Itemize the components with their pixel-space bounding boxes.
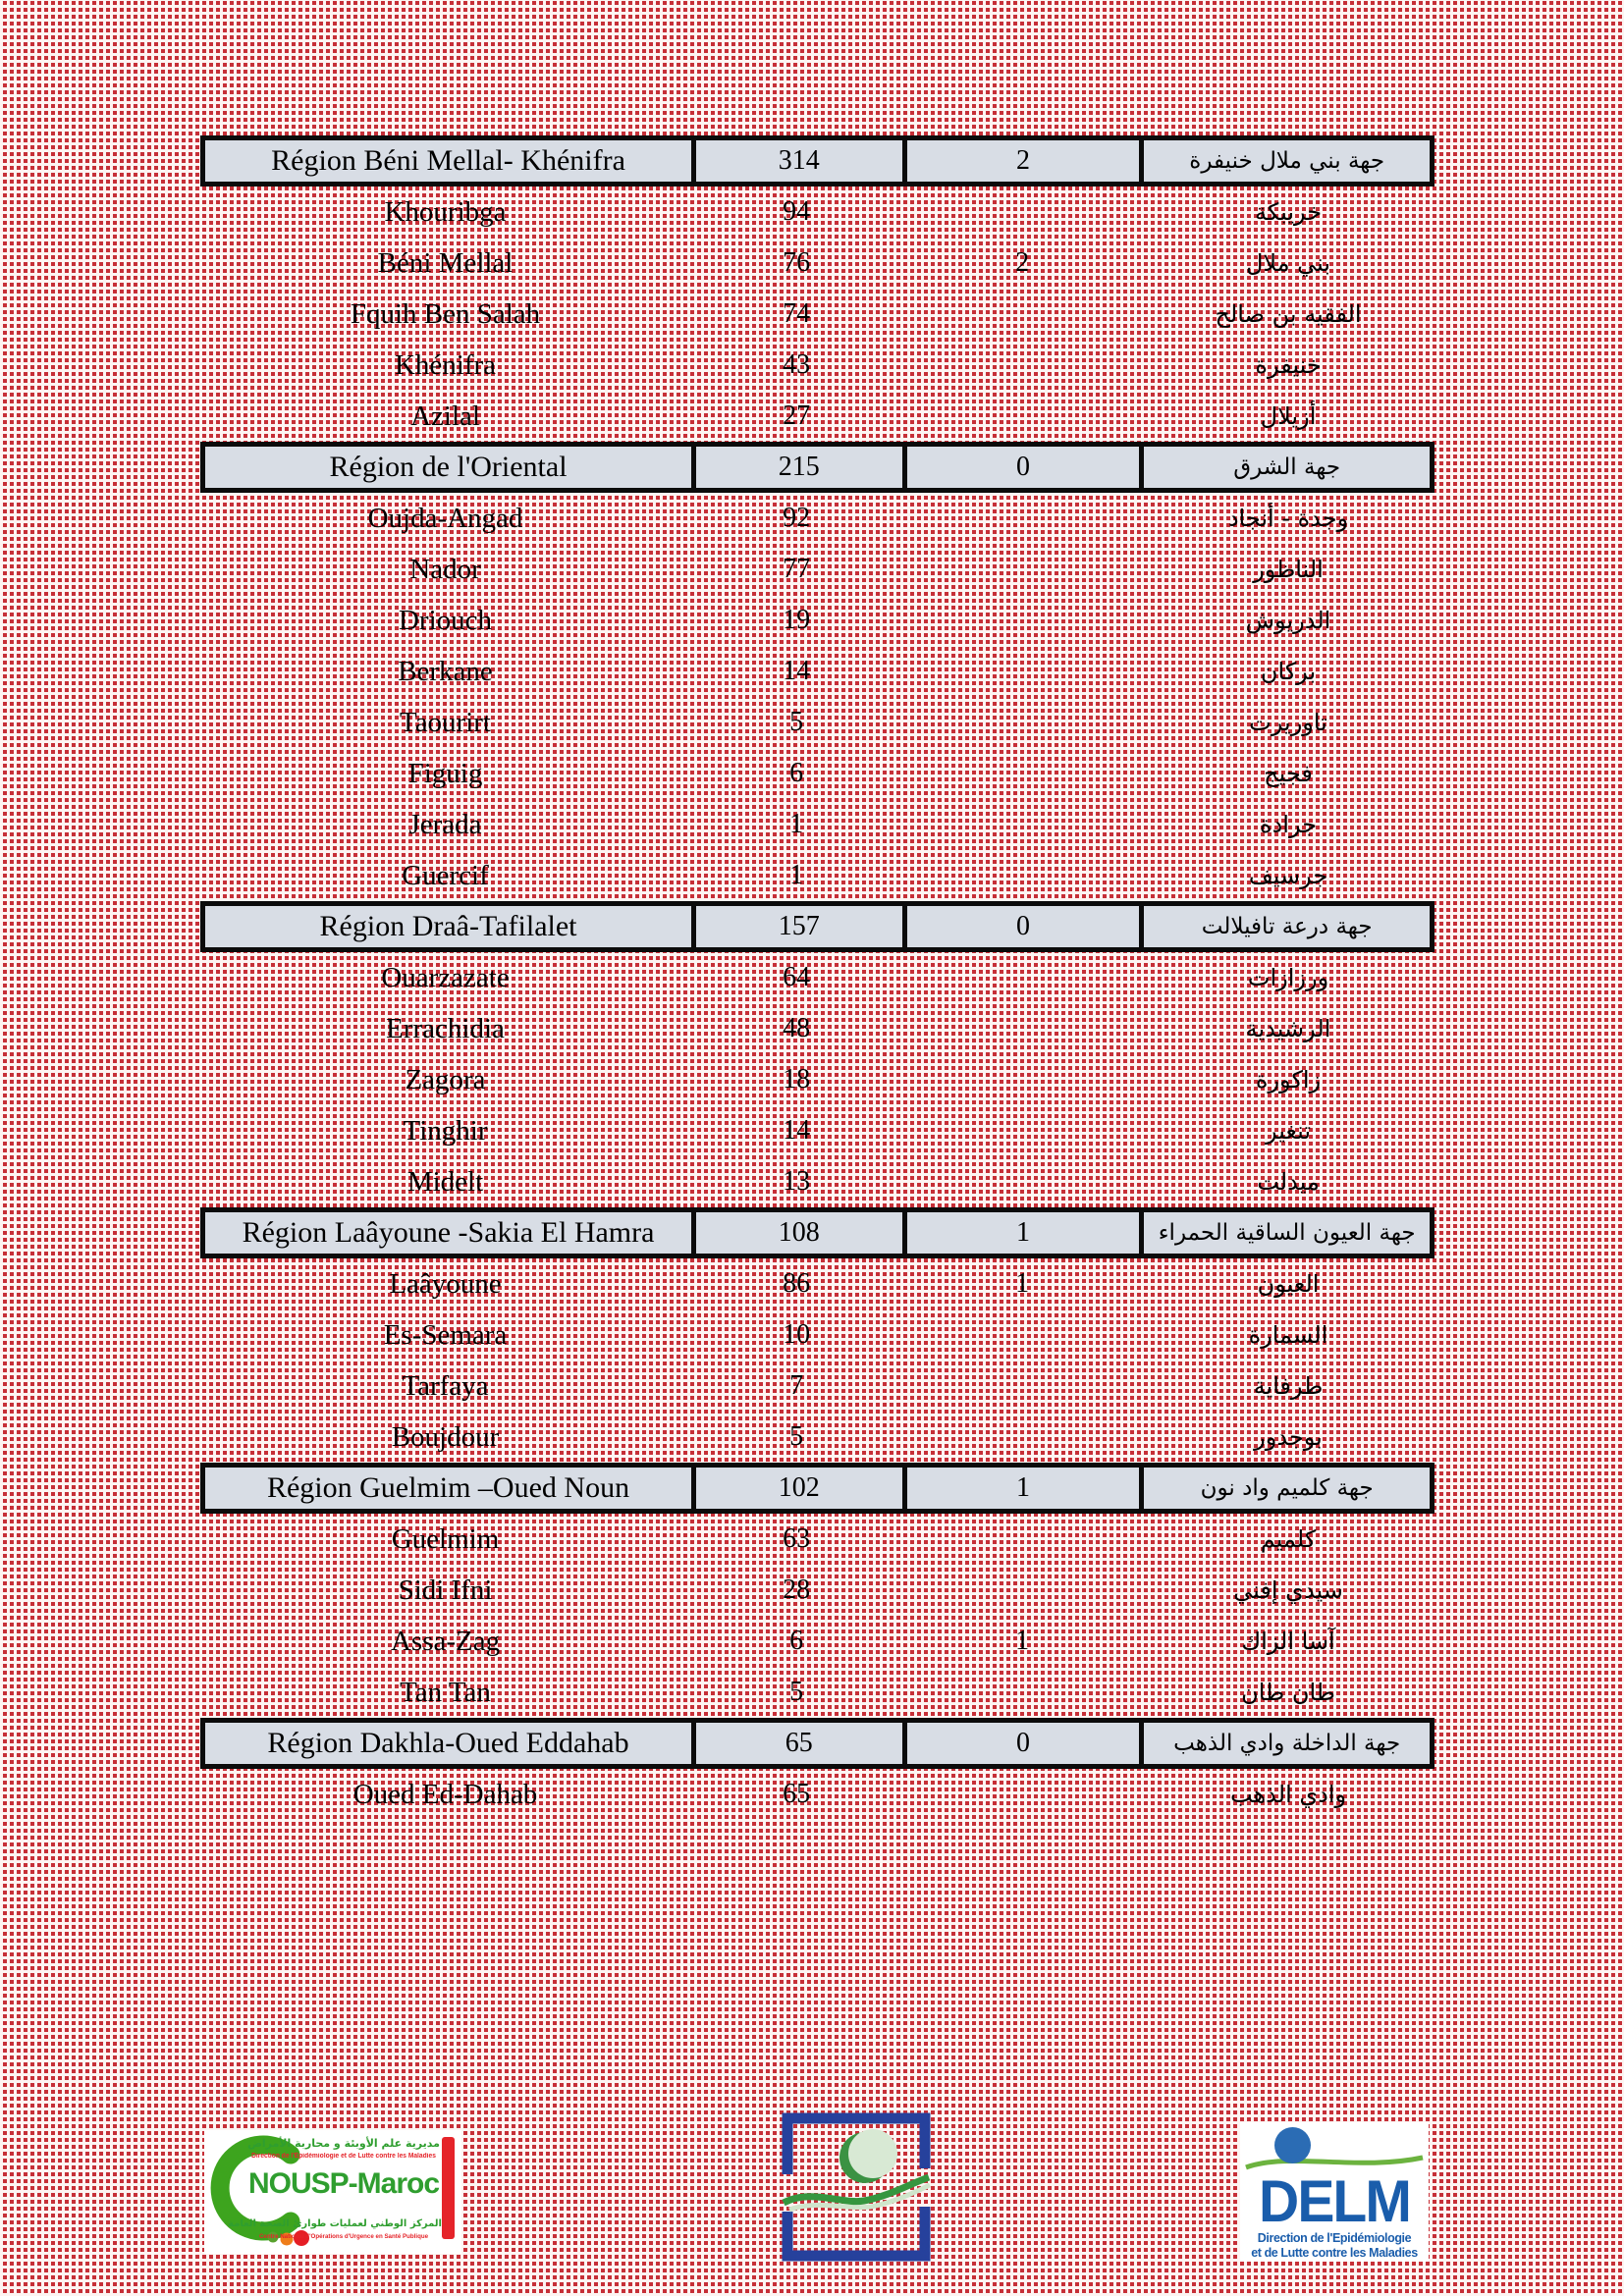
region-header-row (200, 1207, 1435, 1258)
city-cases-cell: 5 (789, 1677, 804, 1707)
city-row (200, 952, 1435, 1003)
city-deaths-cell (902, 1769, 1142, 1820)
region-header-row (200, 1718, 1435, 1769)
city-row (200, 1003, 1435, 1054)
city-row (200, 1054, 1435, 1105)
city-row (200, 1309, 1435, 1361)
region-cases-cell: 108 (691, 1212, 901, 1254)
city-name-fr-cell: Figuig (407, 757, 483, 789)
city-name-ar-cell: ميدلت (1257, 1168, 1320, 1196)
nousp-text-block (228, 2130, 442, 2254)
city-name-ar-cell: الفقيه بن صالح (1215, 300, 1362, 328)
region-deaths-cell: 1 (902, 1468, 1140, 1509)
city-name-fr-cell: Tarfaya (402, 1369, 489, 1402)
city-deaths-cell (902, 493, 1142, 544)
city-row (200, 1156, 1435, 1207)
city-cases-cell: 92 (783, 503, 811, 533)
region-header-row (200, 901, 1435, 952)
city-row (200, 646, 1435, 697)
crescent-sun-icon (839, 2129, 897, 2183)
city-deaths-cell (902, 1156, 1142, 1207)
city-name-fr-cell: Tan Tan (400, 1676, 491, 1708)
delm-subtitle-line2: et de Lutte contre les Maladies (1251, 2246, 1418, 2260)
region-name-fr-cell: Région Béni Mellal- Khénifra (271, 144, 625, 177)
city-deaths-cell (902, 1105, 1142, 1156)
nousp-arabic-subtitle: المركز الوطني لعمليات طوارئ الصحة العامة (228, 2218, 442, 2229)
city-row (200, 1565, 1435, 1616)
city-name-ar-cell: طرفاية (1253, 1372, 1324, 1400)
region-name-fr-cell: Région de l'Oriental (329, 451, 568, 483)
city-row (200, 493, 1435, 544)
covid-table (200, 135, 1435, 1820)
region-name-fr-cell: Région Laâyoune -Sakia El Hamra (242, 1216, 655, 1249)
city-name-ar-cell: جرسيف (1248, 862, 1328, 889)
city-name-ar-cell: الرشيدية (1245, 1015, 1331, 1042)
city-name-ar-cell: خنيفرة (1255, 351, 1322, 379)
region-deaths-cell: 0 (902, 1723, 1140, 1764)
city-row (200, 1667, 1435, 1718)
city-cases-cell: 1 (789, 809, 804, 839)
delm-wordmark: DELM (1259, 2168, 1410, 2234)
city-cases-cell: 13 (783, 1166, 811, 1197)
nousp-wordmark: NOUSP-Maroc (247, 2167, 440, 2200)
city-cases-cell: 94 (783, 196, 811, 227)
city-cases-cell: 43 (783, 349, 811, 380)
city-cases-cell: 86 (783, 1268, 811, 1299)
city-cases-cell: 5 (789, 707, 804, 737)
city-cases-cell: 6 (789, 1626, 804, 1656)
city-row (200, 799, 1435, 850)
region-header-row (200, 1463, 1435, 1514)
city-deaths-cell (902, 646, 1142, 697)
city-row (200, 340, 1435, 391)
city-row (200, 748, 1435, 799)
city-deaths-cell (902, 340, 1142, 391)
nousp-french-title: Direction de l'Epidémiologie et de Lutte contre les Maladies (251, 2153, 436, 2160)
city-row (200, 1616, 1435, 1667)
city-row (200, 1514, 1435, 1565)
city-cases-cell: 74 (783, 298, 811, 329)
city-deaths-cell (902, 1003, 1142, 1054)
city-name-fr-cell: Oujda-Angad (367, 502, 523, 534)
city-cases-cell: 1 (789, 860, 804, 890)
region-cases-cell: 102 (691, 1468, 901, 1509)
city-name-fr-cell: Khénifra (394, 348, 497, 381)
city-row (200, 238, 1435, 289)
city-name-ar-cell: وادي الذهب (1229, 1781, 1347, 1808)
city-name-fr-cell: Laâyoune (389, 1267, 502, 1300)
city-cases-cell: 27 (783, 400, 811, 431)
city-cases-cell: 5 (789, 1421, 804, 1452)
city-name-ar-cell: وجدة - أنجاد (1227, 505, 1349, 532)
city-name-fr-cell: Nador (409, 553, 481, 585)
city-name-ar-cell: بوجدور (1254, 1423, 1323, 1451)
city-cases-cell: 28 (783, 1575, 811, 1605)
city-row (200, 1258, 1435, 1309)
city-name-fr-cell: Berkane (398, 655, 493, 687)
city-name-fr-cell: Guercif (402, 859, 489, 891)
city-deaths-cell (902, 799, 1142, 850)
region-name-ar-cell: جهة العيون الساقية الحمراء (1139, 1212, 1430, 1254)
city-name-ar-cell: خريبكة (1254, 198, 1323, 226)
region-deaths-cell: 2 (902, 140, 1140, 182)
city-cases-cell: 65 (783, 1779, 811, 1809)
city-cases-cell: 48 (783, 1013, 811, 1043)
region-cases-cell: 65 (691, 1723, 901, 1764)
city-name-fr-cell: Azilal (410, 400, 480, 432)
city-cases-cell: 10 (783, 1319, 811, 1350)
city-name-ar-cell: الدريوش (1245, 607, 1331, 634)
region-deaths-cell: 0 (902, 447, 1140, 488)
region-header-row (200, 442, 1435, 493)
region-name-ar-cell: جهة كلميم واد نون (1139, 1468, 1430, 1509)
region-name-ar-cell: جهة درعة تافيلالت (1139, 906, 1430, 947)
city-row (200, 391, 1435, 442)
region-cases-cell: 215 (691, 447, 901, 488)
nousp-french-subtitle: Centre National d'Opérations d'Urgence en Santé Publique (258, 2233, 429, 2240)
city-name-ar-cell: تاوريرت (1249, 709, 1327, 736)
city-deaths-cell (902, 1412, 1142, 1463)
city-row (200, 1412, 1435, 1463)
city-row (200, 595, 1435, 646)
city-deaths-cell (902, 544, 1142, 595)
nousp-red-bar (442, 2137, 455, 2239)
nousp-arabic-title: مديرية علم الأوبئة و محاربة الأمراض (247, 2137, 440, 2150)
city-name-ar-cell: كلميم (1260, 1525, 1317, 1553)
region-name-fr-cell: Région Draâ-Tafilalet (319, 910, 577, 942)
city-row (200, 1361, 1435, 1412)
city-name-fr-cell: Fquih Ben Salah (350, 297, 541, 330)
city-deaths-cell (902, 1667, 1142, 1718)
city-row (200, 544, 1435, 595)
city-cases-cell: 6 (789, 758, 804, 788)
city-name-ar-cell: بركان (1260, 658, 1317, 685)
city-deaths-cell (902, 850, 1142, 901)
city-cases-cell: 18 (783, 1064, 811, 1095)
city-name-fr-cell: Sidi Ifni (398, 1574, 493, 1606)
city-cases-cell: 7 (789, 1370, 804, 1401)
region-name-fr-cell: Région Guelmim –Oued Noun (266, 1471, 630, 1504)
green-wave-icon (784, 2177, 930, 2210)
city-name-fr-cell: Midelt (406, 1165, 484, 1198)
city-name-fr-cell: Oued Ed-Dahab (352, 1778, 538, 1810)
city-name-ar-cell: السمارة (1248, 1321, 1328, 1349)
city-deaths-cell (902, 289, 1142, 340)
city-row (200, 1105, 1435, 1156)
city-deaths-cell (902, 391, 1142, 442)
city-name-fr-cell: Errachidia (386, 1012, 505, 1044)
delm-circle-icon (1274, 2127, 1311, 2163)
region-name-ar-cell: جهة الشرق (1139, 447, 1430, 488)
region-name-fr-cell: Région Dakhla-Oued Eddahab (267, 1727, 629, 1759)
city-name-ar-cell: تنغير (1266, 1117, 1312, 1145)
city-deaths-cell: 2 (1015, 247, 1030, 278)
city-name-fr-cell: Driouch (398, 604, 493, 636)
city-name-fr-cell: Khouribga (384, 195, 507, 228)
city-name-ar-cell: زاكورة (1255, 1066, 1322, 1094)
region-name-ar-cell: جهة بني ملال خنيفرة (1139, 140, 1430, 182)
region-deaths-cell: 1 (902, 1212, 1140, 1254)
city-deaths-cell (902, 952, 1142, 1003)
city-cases-cell: 76 (783, 247, 811, 278)
region-header-row (200, 135, 1435, 187)
city-cases-cell: 14 (783, 656, 811, 686)
city-name-fr-cell: Béni Mellal (377, 246, 514, 279)
city-deaths-cell (902, 748, 1142, 799)
city-name-fr-cell: Assa-Zag (390, 1625, 501, 1657)
city-row (200, 850, 1435, 901)
region-deaths-cell: 0 (902, 906, 1140, 947)
city-name-ar-cell: سيدي إفني (1233, 1576, 1343, 1604)
city-cases-cell: 63 (783, 1523, 811, 1554)
city-name-fr-cell: Es-Semara (383, 1318, 508, 1351)
city-name-ar-cell: فجيج (1264, 760, 1313, 787)
region-cases-cell: 157 (691, 906, 901, 947)
delm-subtitle-line1: Direction de l'Epidémiologie (1257, 2231, 1412, 2245)
city-name-fr-cell: Ouarzazate (381, 961, 510, 993)
city-row (200, 1769, 1435, 1820)
city-name-ar-cell: الناظور (1253, 556, 1324, 583)
city-name-ar-cell: ورزازات (1247, 964, 1329, 991)
city-cases-cell: 64 (783, 962, 811, 992)
city-deaths-cell (902, 1565, 1142, 1616)
region-name-ar-cell: جهة الداخلة وادي الذهب (1139, 1723, 1430, 1764)
city-deaths-cell (902, 1054, 1142, 1105)
city-deaths-cell: 1 (1015, 1268, 1030, 1299)
city-name-fr-cell: Guelmim (391, 1522, 500, 1555)
city-name-ar-cell: آسا الزاك (1241, 1628, 1335, 1655)
city-name-ar-cell: جرادة (1260, 811, 1318, 838)
city-cases-cell: 14 (783, 1115, 811, 1146)
city-deaths-cell (902, 1361, 1142, 1412)
city-name-fr-cell: Tinghir (403, 1114, 488, 1147)
city-deaths-cell (902, 697, 1142, 748)
city-name-fr-cell: Jerada (408, 808, 482, 840)
city-deaths-cell (902, 595, 1142, 646)
city-name-fr-cell: Taourirt (400, 706, 491, 738)
city-name-ar-cell: العيون (1257, 1270, 1320, 1298)
ministry-of-health-logo (782, 2112, 931, 2262)
city-deaths-cell (902, 1514, 1142, 1565)
nousp-logo (204, 2130, 461, 2254)
city-name-fr-cell: Boujdour (391, 1420, 500, 1453)
city-name-ar-cell: أزيلال (1260, 402, 1317, 430)
region-cases-cell: 314 (691, 140, 901, 182)
city-row (200, 697, 1435, 748)
delm-logo (1240, 2122, 1429, 2262)
city-row (200, 289, 1435, 340)
city-name-ar-cell: طان طان (1241, 1679, 1335, 1706)
city-cases-cell: 77 (783, 554, 811, 584)
city-deaths-cell (902, 187, 1142, 238)
city-deaths-cell: 1 (1015, 1626, 1030, 1656)
city-cases-cell: 19 (783, 605, 811, 635)
city-row (200, 187, 1435, 238)
city-name-ar-cell: بني ملال (1245, 249, 1331, 277)
city-deaths-cell (902, 1309, 1142, 1361)
city-name-fr-cell: Zagora (405, 1063, 486, 1095)
